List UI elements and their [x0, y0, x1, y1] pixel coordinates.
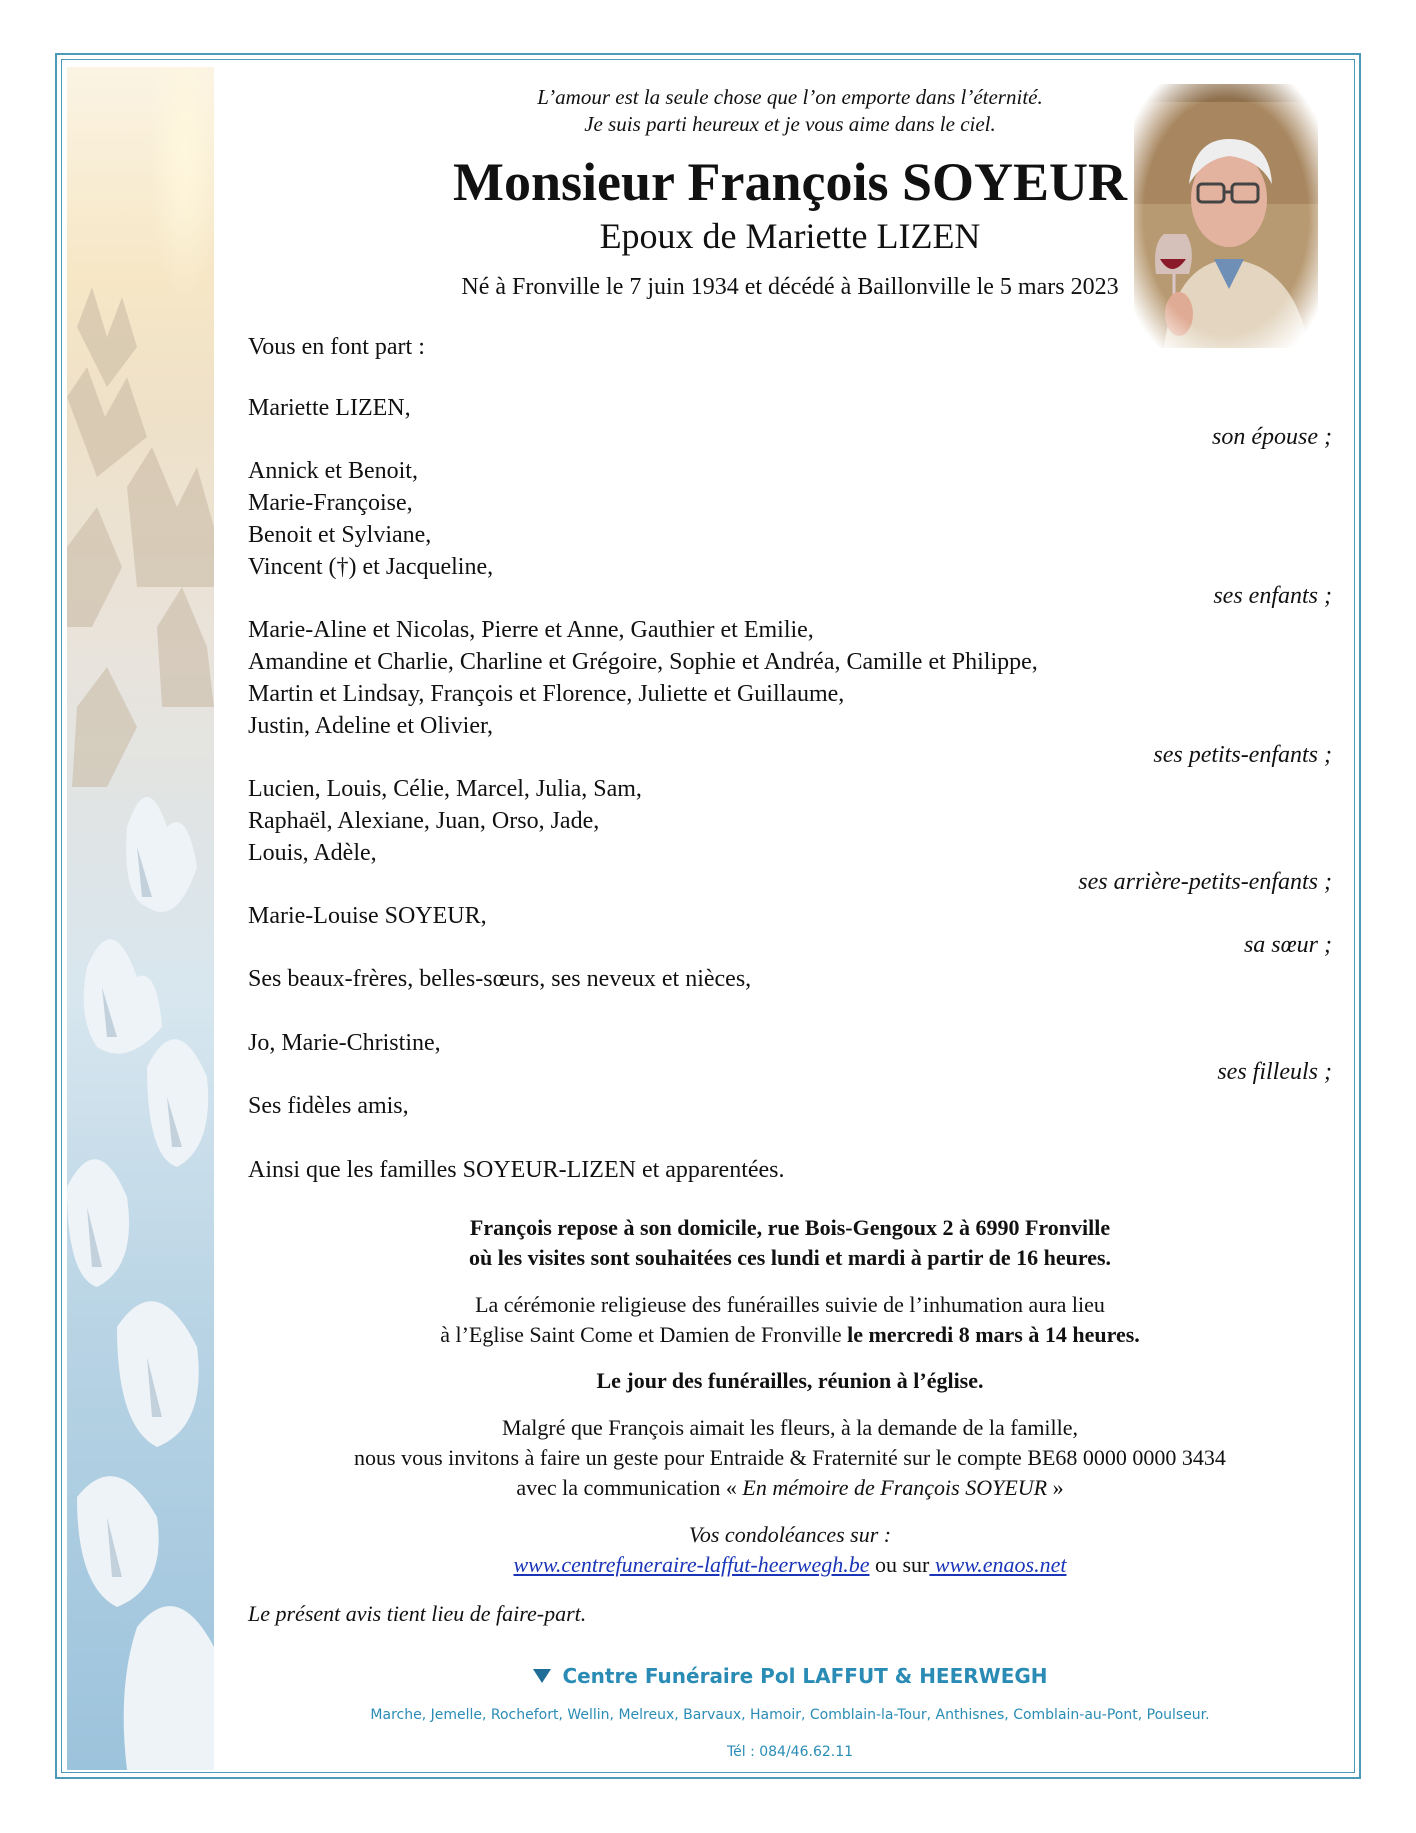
spouse-names: Mariette LIZEN, [248, 395, 411, 421]
quote-line-2: Je suis parti heureux et je vous aime dans le ciel. [584, 112, 996, 136]
footer-locations: Marche, Jemelle, Rochefort, Wellin, Melreux, Barvaux, Hamoir, Comblain-la-Tour, Anthisnes, Comblain-au-Pont, Poulseur. [370, 1707, 1210, 1723]
children-role: ses enfants ; [1213, 583, 1332, 609]
condolences-info [248, 1520, 1332, 1580]
rest-info [248, 1213, 1332, 1273]
child-4: Vincent (†) et Jacqueline, [248, 554, 494, 580]
footer-title [248, 1662, 1332, 1690]
grandchildren-line-1: Marie-Aline et Nicolas, Pierre et Anne, Gauthier et Emilie, [248, 617, 814, 643]
flowers-info [248, 1413, 1332, 1503]
funeral-center-name: Centre Funéraire Pol LAFFUT & HEERWEGH [562, 1664, 1048, 1688]
funeral-center-link[interactable]: www.centrefuneraire-laffut-heerwegh.be [513, 1552, 870, 1577]
grandchildren-line-3: Martin et Lindsay, François et Florence, Juliette et Guillaume, [248, 681, 845, 707]
sister-name: Marie-Louise SOYEUR, [248, 903, 487, 929]
great-grandchildren-line-2: Raphaël, Alexiane, Juan, Orso, Jade, [248, 808, 600, 834]
child-3: Benoit et Sylviane, [248, 522, 432, 548]
great-grandchildren-line-3: Louis, Adèle, [248, 840, 377, 866]
in-laws-line: Ses beaux-frères, belles-sœurs, ses neveux et nièces, [248, 966, 752, 992]
grandchildren-line-4: Justin, Adeline et Olivier, [248, 713, 494, 739]
sister-role: sa sœur ; [1243, 932, 1332, 958]
rest-line-2: où les visites sont souhaitées ces lundi et mardi à partir de 16 heures. [468, 1245, 1112, 1270]
communication-text: En mémoire de François SOYEUR [742, 1475, 1048, 1500]
deceased-name: Monsieur François SOYEUR [452, 152, 1128, 212]
intro-text: Vous en font part : [248, 334, 425, 360]
flowers-line-3: avec la communication « [516, 1475, 743, 1500]
epitaph-quote [248, 84, 1332, 138]
friends-line: Ses fidèles amis, [248, 1093, 409, 1119]
flowers-line-2: nous vous invitons à faire un geste pour Entraide & Fraternité sur le compte BE68 0000 0000 3434 [354, 1445, 1226, 1470]
notice-line: Le présent avis tient lieu de faire-part. [248, 1601, 587, 1626]
ceremony-line-1: La cérémonie religieuse des funérailles suivie de l’inhumation aura lieu [475, 1292, 1105, 1317]
flowers-line-3-end: » [1047, 1475, 1064, 1500]
birth-death-line: Né à Fronville le 7 juin 1934 et décédé à Baillonville le 5 mars 2023 [461, 274, 1119, 300]
winter-forest-image [67, 67, 214, 1770]
spouse-line: Epoux de Mariette LIZEN [599, 216, 981, 256]
footer-phone: Tél : 084/46.62.11 [726, 1744, 854, 1760]
condolences-label: Vos condoléances sur : [688, 1522, 892, 1547]
flowers-line-1: Malgré que François aimait les fleurs, à la demande de la famille, [501, 1415, 1079, 1440]
quote-line-1: L’amour est la seule chose que l’on emporte dans l’éternité. [537, 85, 1043, 109]
link-joiner: ou sur [869, 1552, 930, 1577]
great-grandchildren-line-1: Lucien, Louis, Célie, Marcel, Julia, Sam, [248, 776, 642, 802]
child-2: Marie-Françoise, [248, 490, 413, 516]
godchildren-role: ses filleuls ; [1217, 1059, 1332, 1085]
godchildren-names: Jo, Marie-Christine, [248, 1030, 441, 1056]
ceremony-date: le mercredi 8 mars à 14 heures. [847, 1322, 1140, 1347]
rest-line-1: François repose à son domicile, rue Bois-Gengoux 2 à 6990 Fronville [469, 1215, 1111, 1240]
ceremony-line-2: à l’Eglise Saint Come et Damien de Fronville [440, 1322, 848, 1347]
families-line: Ainsi que les familles SOYEUR-LIZEN et apparentées. [248, 1157, 785, 1183]
spouse-role: son épouse ; [1212, 424, 1332, 450]
meeting-line: Le jour des funérailles, réunion à l’église. [596, 1368, 984, 1393]
triangle-down-icon [532, 1668, 552, 1684]
grandchildren-line-2: Amandine et Charlie, Charline et Grégoire, Sophie et Andréa, Camille et Philippe, [248, 649, 1038, 675]
ceremony-info [248, 1290, 1332, 1350]
great-grandchildren-role: ses arrière-petits-enfants ; [1078, 869, 1332, 895]
enaos-link[interactable]: www.enaos.net [929, 1552, 1067, 1577]
child-1: Annick et Benoit, [248, 458, 418, 484]
grandchildren-role: ses petits-enfants ; [1153, 742, 1332, 768]
